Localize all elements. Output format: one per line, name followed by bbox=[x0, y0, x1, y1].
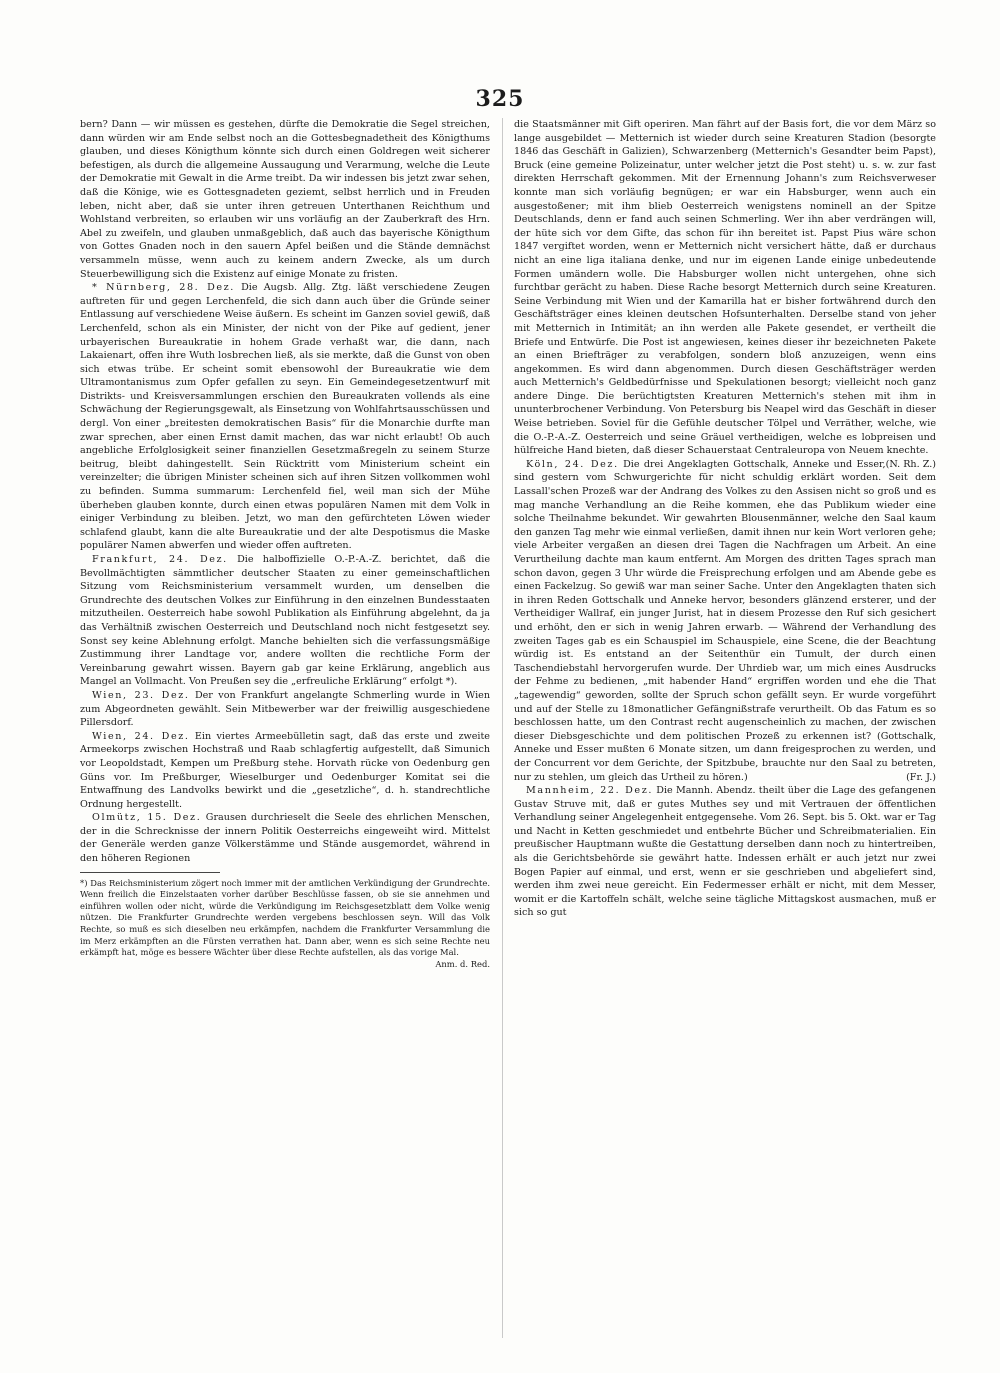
article-koeln-body: Die drei Angeklagten Gottschalk, Anneke und Esser, sind gestern vom Schwurgerichte für nicht schuldig erklärt worden. Seit dem Lassall'schen Prozeß war der Andrang des Volkes zu den Assisen nicht so groß und es mag manche Verhandlung an die Reihe kommen, ehe das Publikum wieder eine solche Theilnahme bekundet. Wir gewahrten Blousenmänner, welche den Saal kaum den ganzen Tag mehr wie einmal verließen, damit ihnen nur kein Wort verloren gehe; viele Arbeiter vergaßen an diesen drei Tagen die Nachfragen um Arbeit. An eine Verurtheilung dachte man kaum entfernt. Am Morgen des dritten Tages sprach man schon davon, gegen 3 Uhr würde die Freisprechung erfolgen und am Abende gebe es einen Fackelzug. So gewiß war man seiner Sache. Unter den Angeklagten thaten sich in ihren Reden Gottschalk und Anneke hervor, besonders glänzend ersterer, und der Vertheidiger Wallraf, ein junger Jurist, hat in diesem Prozesse den Ruf sich gesichert und erhöht, den er sich in wenig Jahren erwarb. — Während der Verhandlung des zweiten Tages gab es ein Schauspiel im Schauspiele, eine Scene, die der Beachtung würdig ist. Es entstand an der Seitenthür ein Tumult, der durch einen Taschendiebstahl hervorgerufen wurde. Der Uhrdieb war, um mich eines Ausdrucks der Fehme zu bedienen, „mit habender Hand“ ergriffen worden und ehe die That „tagewendig“ geworden, sollte der Spruch schon gefällt seyn. Er wurde vorgeführt und auf der Stelle zu 18monatlicher Gefängnißstrafe verurtheilt. Ob das Fatum es so beschlossen hatte, um den Contrast recht augenscheinlich zu machen, der zwischen dieser Diebsgeschichte und dem politischen Prozeß zu erkennen ist? (Gottschalk, Anneke und Esser mußten 6 Monate sitzen, um dann freigesprochen zu werden, und der Concurrent vor dem Gerichte, der Spitzbube, brauchte nur den Saal zu betreten, nur zu stehlen, um gleich das Urtheil zu hören.) bbox=[514, 458, 936, 783]
article-frankfurt bbox=[80, 553, 490, 689]
article-mannheim-body: Die Mannh. Abendz. theilt über die Lage des gefangenen Gustav Struve mit, daß er gutes Muthes sey und mit Vertrauen der öffentlichen Verhandlung seiner Angelegenheit entgegensehe. Vom 26. Sept. bis 5. Okt. war er Tag und Nacht in Ketten geschmiedet und entbehrte Bücher und Schreibmaterialien. Ein preußischer Hauptmann wußte die Gestattung derselben dann noch zu hintertreiben, als die Gerichtsbehörde sie gewährt hatte. Indessen erhält er auch jetzt nur zwei Bogen Papier auf einmal, und erst, wenn er sie geschrieben und abgeliefert sind, werden ihm zwei neue gereicht. Ein Federmesser erhält er nicht, mit dem Messer, womit er die Kartoffeln schält, welche seine tägliche Mittagskost ausmachen, muß er sich so gut bbox=[514, 785, 936, 919]
dateline-koeln: Köln, 24. Dez. bbox=[526, 458, 619, 470]
article-nuernberg-body: Die Augsb. Allg. Ztg. läßt verschiedene Zeugen auftreten für und gegen Lerchenfeld, die sich dann auch über die Gründe seiner Entlassung auf verschiedene Weise äußern. Es scheint im Ganzen soviel gewiß, daß Lerchenfeld, schon als ein Minister, der nicht von der Pike auf gedient, jener urbayerischen Bureaukratie in hohem Grade verhaßt war, die dann, nach Lakaienart, offen ihre Wuth losbrechen ließ, als sie merkte, daß die Gunst von oben sich etwas trübe. Er scheint somit ebensowohl der Bureaukratie wie dem Ultramontanismus zum Opfer gefallen zu seyn. Ein Gemeindegesetzentwurf mit Distrikts- und Kreisversammlungen erschien den Bureaukraten vollends als eine Schwächung der Regierungsgewalt, als Einsetzung von Wohlfahrtsausschüssen und dergl. Von einer „breitesten demokratischen Basis“ für die Monarchie durfte man zwar sprechen, aber einen Ernst damit machen, das war nicht erlaubt! Ob auch angebliche Erfolglosigkeit seiner finanziellen Gesetzmaßregeln zu seinem Sturze beitrug, bleibt dahingestellt. Sein Rücktritt vom Ministerium scheint ein vereinzelter; die übrigen Minister scheinen sich auf ihren Sitzen vollkommen wohl zu befinden. Summa summarum: Lerchenfeld fiel, weil man sich der Mühe überheben glauben konnte, durch einen etwas populären Namen mit dem Volk in einiger Verbindung zu bleiben. Jetzt, wo man den gefürchteten Löwen wieder schlafend glaubt, kann die alte Bureaukratie und der alte Despotismus die Maske populärer Namen abwerfen und wieder offen auftreten. bbox=[80, 282, 490, 552]
right-column bbox=[514, 118, 936, 920]
article-frankfurt-body: Die halboffizielle O.-P.-A.-Z. berichtet, daß die Bevollmächtigten sämmtlicher deutscher Staaten zu einer gemeinschaftlichen Sitzung vom Reichsministerium versammelt wurden, um denselben die Grundrechte des deutschen Volkes zur Einführung in den einzelnen Bundesstaaten mitzutheilen. Oesterreich habe sowohl Publikation als Einführung abgelehnt, da ja das Verhältniß zwischen Oesterreich und Deutschland noch nicht festgesetzt sey. Sonst sey keine Ablehnung erfolgt. Manche behielten sich die verfassungsmäßige Zustimmung ihrer Landtage vor, andere wollten die rechtliche Form der Vereinbarung gewahrt wissen. Bayern gab gar keine Erklärung, angeblich aus Mangel an Vollmacht. Von Preußen sey die „erfreuliche Erklärung“ erfolgt *). bbox=[80, 554, 490, 688]
article-wien-23 bbox=[80, 689, 490, 730]
footnote bbox=[80, 878, 490, 971]
left-column bbox=[80, 118, 490, 970]
dateline-mannheim: Mannheim, 22. Dez. bbox=[526, 785, 654, 797]
article-wien-23-body: Der von Frankfurt angelangte Schmerling wurde in Wien zum Abgeordneten gewählt. Sein Mitbewerber war der freiwillig ausgeschiedene Pillersdorf. bbox=[80, 689, 490, 729]
article-mannheim bbox=[514, 784, 936, 920]
paragraph-abel: bern? Dann — wir müssen es gestehen, dürfte die Demokratie die Segel streichen, dann würden wir am Ende selbst noch an die Gottesbegnadetheit des Königthums glauben, und dieses Königthum könnte sich durch einen Goldregen weit sicherer befestigen, als durch die allgemeine Aussaugung und Verarmung, welche die Leute der Demokratie mit Gewalt in die Arme treibt. Da wir indessen bis jetzt zwar sehen, daß die Könige, wie es Gottesgnadeten geziemt, selbst herrlich und in Freuden leben, nicht aber, daß sie unter ihren getreuen Unterthanen Reichthum und Wohlstand verbreiten, so erlauben wir uns vorläufig an der Zauberkraft des Hrn. Abel zu zweifeln, und glauben unmaßgeblich, daß auch das bayerische Königthum von Gottes Gnaden noch in den sauern Apfel beißen und die Stände demnächst versammeln müsse, wenn auch zu keinem andern Zwecke, als um durch Steuerbewilligung sich die Existenz auf einige Monate zu fristen. bbox=[80, 119, 490, 280]
footnote-text: *) Das Reichsministerium zögert noch immer mit der amtlichen Verkündigung der Grundrechte. Wenn freilich die Einzelstaaten vorher darüber Beschlüsse fassen, ob sie sie annehmen und einführen wollen oder nicht, würde die Verkündigung im Reichsgesetzblatt dem Volke wenig nützen. Die Frankfurter Grundrechte werden vergebens beschlossen seyn. Will das Volk Rechte, so muß es sich dieselben neu erkämpfen, nachdem die Frankfurter Versammlung die im Merz erkämpften an die Fürsten verrathen hat. Dann aber, wenn es sich seine Rechte neu erkämpft hat, möge es bessere Wächter über diese Rechte aufstellen, als das vorige Mal. bbox=[80, 877, 490, 958]
column-divider bbox=[502, 118, 503, 1338]
dateline-nuernberg: * Nürnberg, 28. Dez. bbox=[92, 282, 235, 294]
dateline-olmuetz: Olmütz, 15. Dez. bbox=[92, 812, 202, 824]
article-wien-24-body: Ein viertes Armeebülletin sagt, daß das erste und zweite Armeekorps zwischen Hochstraß und Raab schlagfertig aufgestellt, daß Simunich vor Leopoldstadt, Kempen um Preßburg stehe. Horvath rücke von Oedenburg gen Güns vor. Im Preßburger, Wieselburger und Oedenburger Komitat sei die Entwaffnung des Landvolks bewirkt und die „gesetzliche“, d. h. standrechtliche Ordnung hergestellt. bbox=[80, 730, 490, 810]
footnote-divider bbox=[80, 872, 220, 873]
footnote-signature: Anm. d. Red. bbox=[435, 958, 490, 969]
page-number: 325 bbox=[475, 86, 525, 112]
paragraph-metternich-body: die Staatsmänner mit Gift operiren. Man fährt auf der Basis fort, die vor dem März so lange ausgebildet — Metternich ist wieder durch seine Kreaturen Stadion (besorgte 1846 das Geschäft in Galizien), Schwarzenberg (Metternich's Gesandter beim Papst), Bruck (eine gemeine Polizeinatur, unter welcher jetzt die Post steht) u. s. w. zur fast direkten Herrschaft gekommen. Mit der Ernennung Johann's zum Reichsverweser konnte man sich vorläufig begnügen; er war ein Habsburger, wenn auch ein ausgestoßener; mit ihm blieb Oesterreich wenigstens nominell an der Spitze Deutschlands, denn er fand auch seinen Schmerling. Wer ihn aber verdrängen will, der hüte sich vor dem Gifte, das schon für ihn bereitet ist. Papst Pius wäre schon 1847 vergiftet worden, wenn er Metternich nicht versichert hätte, daß er durchaus nicht an eine liga italiana denke, und nur im eigenen Lande einige unbedeutende Formen umändern wolle. Die Habsburger wollen nicht untergehen, ohne sich furchtbar gerächt zu haben. Diese Rache besorgt Metternich durch seine Kreaturen. Seine Verbindung mit Wien und der Kamarilla hat er bisher fortwährend durch den Geschäftsträger eines kleinen deutschen Hofsunterhalten. Derselbe stand von jeher mit Metternich in Intimität; an ihn werden alle Pakete gesendet, er vertheilt die Briefe und Entwürfe. Die Post ist angewiesen, keines dieser ihr bezeichneten Pakete an einen Briefträger zu verabfolgen, sondern bloß anzuzeigen, wenn eins angekommen. Es wird dann abgenommen. Durch diesen Geschäftsträger werden auch Metternich's Geldbedürfnisse und Spekulationen besorgt; vielleicht noch ganz andere Dinge. Die berüchtigtsten Kreaturen Metternich's stehen mit ihm in ununterbrochener Verbindung. Von Petersburg bis Neapel wird das Geschäft in dieser Weise betrieben. Soviel für die Gefühle deutscher Tölpel und Verräther, welche, wie die O.-P.-A.-Z. Oesterreich und seine Gräuel vertheidigen, welche es lobpreisen und hülfreiche Hand bieten, daß dieser Schauerstaat Centraleuropa von Neuem knechte. bbox=[514, 119, 936, 457]
dateline-wien-24: Wien, 24. Dez. bbox=[92, 730, 190, 742]
article-nuernberg bbox=[80, 281, 490, 553]
dateline-wien-23: Wien, 23. Dez. bbox=[92, 689, 190, 701]
source-frj: (Fr. J.) bbox=[906, 771, 936, 783]
article-wien-24 bbox=[80, 730, 490, 812]
source-nrhz: (N. Rh. Z.) bbox=[885, 458, 936, 470]
dateline-frankfurt: Frankfurt, 24. Dez. bbox=[92, 554, 228, 565]
article-koeln bbox=[514, 458, 936, 784]
article-olmuetz-body: Grausen durchrieselt die Seele des ehrlichen Menschen, der in die Schrecknisse der innern Politik Oesterreichs eingeweiht wird. Mittelst der Generäle werden ganze Völkerstämme und Stände ausgemordet, während in den höheren Regionen bbox=[80, 812, 490, 865]
article-olmuetz bbox=[80, 811, 490, 865]
